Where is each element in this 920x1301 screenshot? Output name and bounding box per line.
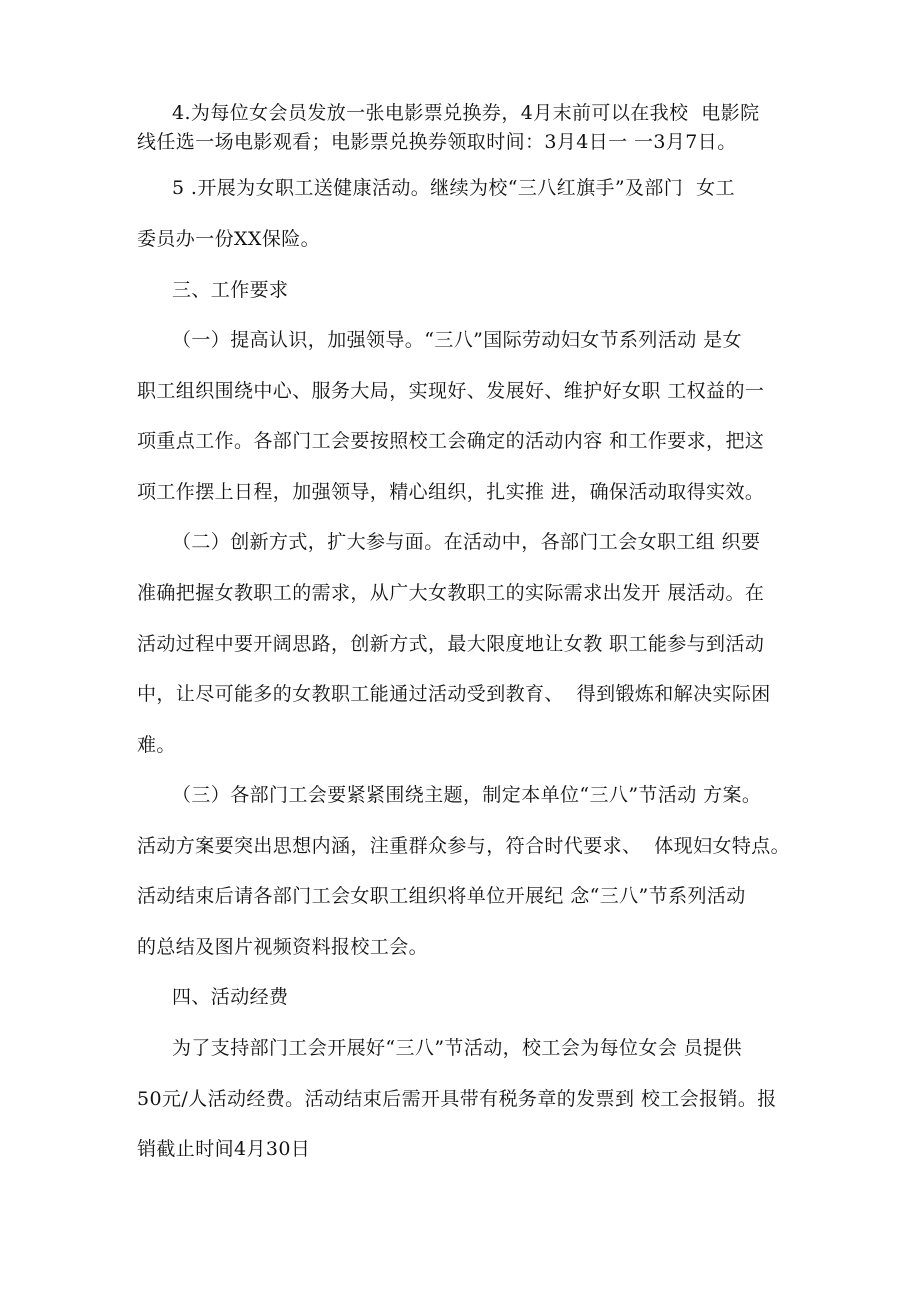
text-line: 项重点工作。各部门工会要按照校工会确定的活动内容 和工作要求，把这 bbox=[137, 430, 765, 452]
text-line: （三）各部门工会要紧紧围绕主题，制定本单位“三八”节活动 方案。 bbox=[172, 784, 762, 806]
text-line: 难。 bbox=[137, 734, 176, 756]
section-heading: 三、工作要求 bbox=[172, 279, 289, 301]
text-line: 准确把握女教职工的需求，从广大女教职工的实际需求出发开 展活动。在 bbox=[137, 582, 765, 604]
text-line: 活动结束后请各部门工会女职工组织将单位开展纪 念“三八”节系列活动 bbox=[137, 885, 746, 907]
text-line: 委员办一份XX保险。 bbox=[137, 228, 321, 250]
text-line: 中，让尽可能多的女教职工能通过活动受到教育、 得到锻炼和解决实际困 bbox=[137, 683, 771, 705]
text-line: 活动方案要突出思想内涵，注重群众参与，符合时代要求、 体现妇女特点。 bbox=[137, 835, 791, 857]
text-line: 销截止时间4月30日 bbox=[137, 1138, 311, 1160]
text-line: 项工作摆上日程，加强领导，精心组织，扎实推 进，确保活动取得实效。 bbox=[137, 481, 765, 503]
text-line: 线任选一场电影观看；电影票兑换券领取时间：3月4日一 一3月7日。 bbox=[137, 131, 737, 153]
text-line: 50元/人活动经费。活动结束后需开具带有税务章的发票到 校工会报销。报 bbox=[137, 1088, 777, 1110]
text-line: 4.为每位女会员发放一张电影票兑换券，4月末前可以在我校 电影院 bbox=[172, 102, 760, 124]
section-heading: 四、活动经费 bbox=[172, 986, 289, 1008]
text-line: 的总结及图片视频资料报校工会。 bbox=[137, 936, 429, 958]
text-line: （二）创新方式，扩大参与面。在活动中，各部门工会女职工组 织要 bbox=[172, 531, 761, 553]
text-line: 为了支持部门工会开展好“三八”节活动，校工会为每位女会 员提供 bbox=[172, 1037, 742, 1059]
text-line: （一）提高认识，加强领导。“三八”国际劳动妇女节系列活动 是女 bbox=[172, 329, 742, 351]
text-line: 职工组织围绕中心、服务大局，实现好、发展好、维护好女职 工权益的一 bbox=[137, 380, 765, 402]
text-line: 活动过程中要开阔思路，创新方式，最大限度地让女教 职工能参与到活动 bbox=[137, 633, 765, 655]
text-line: 5 .开展为女职工送健康活动。继续为校“三八红旗手”及部门 女工 bbox=[172, 177, 735, 199]
